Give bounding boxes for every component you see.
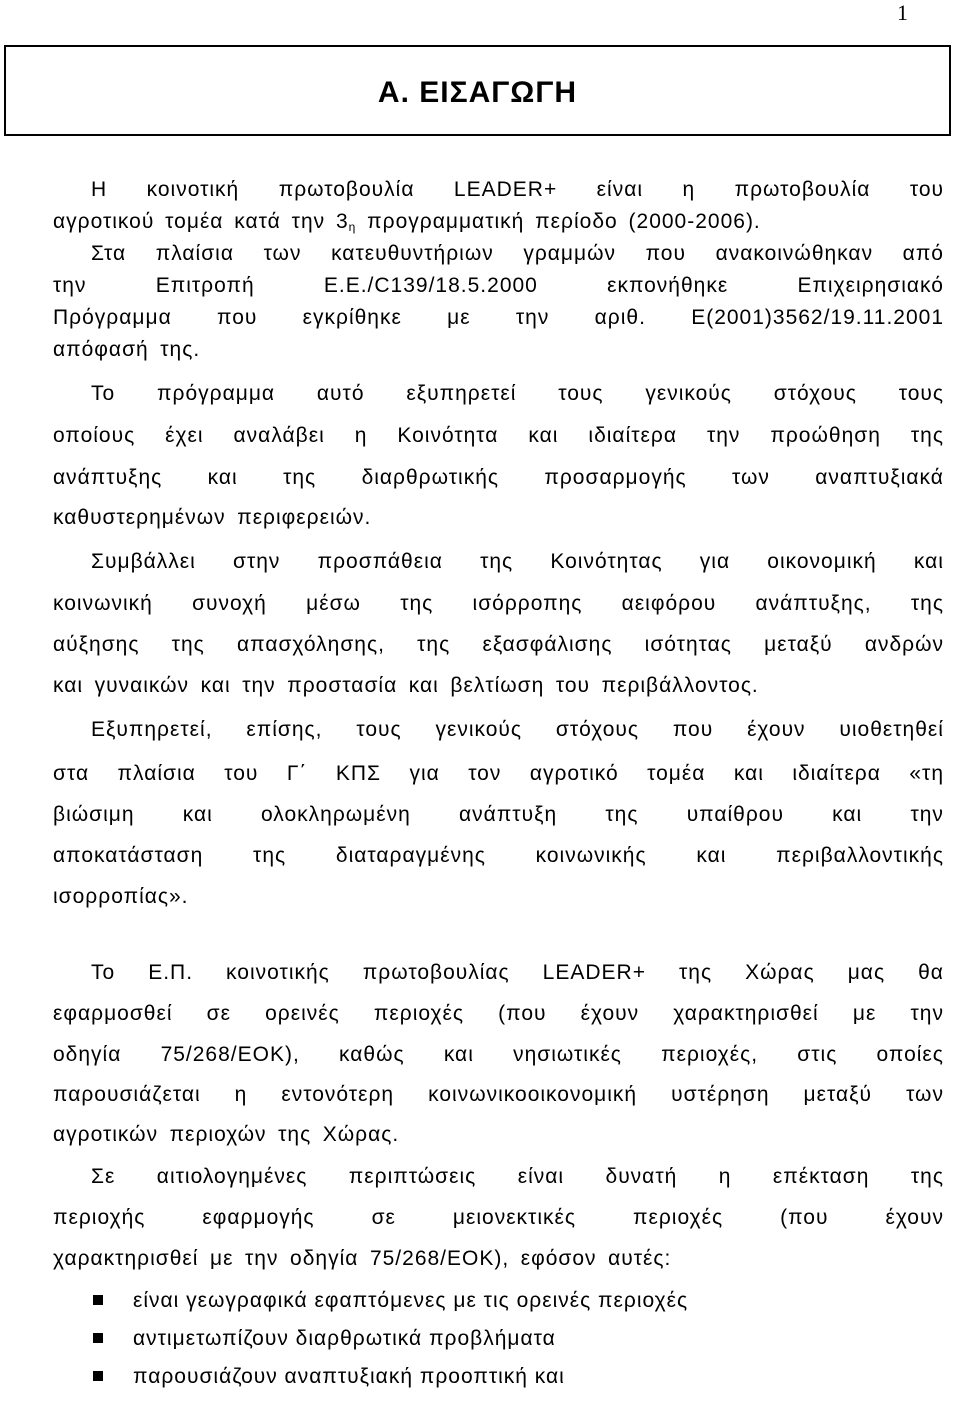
word: του [224,762,259,785]
word: απόφασή [53,338,149,361]
word: εξυπηρετεί [406,382,517,405]
square-bullet-icon [93,1295,103,1305]
word: και [207,466,238,489]
word: και [733,762,764,785]
superscript: η [348,220,357,234]
word: αιτιολογημένες [156,1165,308,1188]
word: τομέα [647,762,706,785]
text-line [53,170,944,202]
word: που [672,718,714,741]
word: 75/268/ΕΟΚ), [160,1043,300,1066]
list-item-text: αντιμετωπίζουν διαρθρωτικά προβλήματα [133,1327,556,1350]
word: στις [797,1043,838,1066]
word: για [409,762,440,785]
word: γυναικών [94,674,190,697]
word: Ε.Ε./C139/18.5.2000 [323,274,538,297]
text-line [53,1026,944,1067]
word: «τη [909,762,944,785]
word: στόχους [773,382,857,405]
word: υιοθετηθεί [839,718,944,741]
word: κοινοτική [146,178,240,201]
word: (που [498,1002,547,1025]
word: ανάπτυξης [53,466,163,489]
word: οποίους [53,424,136,447]
word: περιβάλλοντος. [601,674,759,697]
word: της [910,1165,944,1188]
word: της [400,592,434,615]
word: του [909,178,944,201]
word: 75/268/ΕΟΚ), [369,1247,510,1270]
word: για [699,550,731,573]
word: περιοχές, [661,1043,759,1066]
word: ισότητας [644,633,732,656]
word: υστέρηση [671,1083,770,1106]
word: μειονεκτικές [452,1206,577,1229]
word: αγροτικών [53,1123,159,1146]
word: μας [847,961,886,984]
word: που [645,242,686,265]
word: από [902,242,944,265]
word: του [555,674,591,697]
word: και [182,803,213,826]
word: την [245,1247,279,1270]
word: οδηγία [53,1043,122,1066]
text-line [53,530,944,574]
square-bullet-icon [93,1371,103,1381]
word: και [528,424,559,447]
word: Χώρας. [322,1123,400,1146]
word: LEADER+ [453,178,558,201]
word: κοινοτικής [226,961,330,984]
word: την [242,674,276,697]
word: και [696,844,727,867]
word: κατευθυντήριων [331,242,494,265]
text-line [53,945,944,985]
word: περιπτώσεις [348,1165,477,1188]
word: της [278,1123,312,1146]
word: της [480,550,514,573]
word: περιοχής [53,1206,146,1229]
text-line [53,362,944,406]
text-line [53,742,944,786]
word: Η [91,178,108,201]
word: τους [898,382,944,405]
word: νησιωτικές [513,1043,622,1066]
word: πρόγραμμα [157,382,276,405]
word: γενικούς [645,382,732,405]
word: πρωτοβουλίας [362,961,510,984]
word: Σε [91,1165,116,1188]
word: αυτό [316,382,365,405]
word: σε [206,1002,231,1025]
word: Συμβάλλει [91,550,196,573]
word: η [682,178,696,201]
text-line [53,406,944,448]
word: είναι [596,178,644,201]
word: της. [160,338,201,361]
word: παρουσιάζεται [53,1083,201,1106]
text-line [53,868,944,909]
word: ισορροπίας». [53,885,189,908]
word: σε [371,1206,396,1229]
word: απασχόλησης, [236,633,385,656]
word: πρωτοβουλία [278,178,415,201]
word: προστασία [287,674,398,697]
word: της [171,633,205,656]
text-line [53,234,944,266]
word: που [217,306,258,329]
text-line [53,266,944,298]
word: οδηγία [290,1247,359,1270]
text-line [53,1189,944,1230]
word: μέσω [306,592,361,615]
word: καθυστερημένων [53,506,226,529]
word: (που [780,1206,829,1229]
word: διαταραγμένης [335,844,486,867]
text-line [53,985,944,1026]
word: των [263,242,302,265]
word: εξασφάλισης [482,633,613,656]
word: ανάπτυξης, [755,592,872,615]
text-line [53,786,944,827]
list-item-text: είναι γεωγραφικά εφαπτόμενες με τις ορεινές περιοχές [133,1289,689,1312]
word: LEADER+ [542,961,646,984]
word: τους [558,382,604,405]
word: προσπάθεια [317,550,443,573]
word: Το [91,382,116,405]
word: Κοινότητα [397,424,499,447]
word: την [53,274,87,297]
word: εγκρίθηκε [302,306,402,329]
word: εκπονήθηκε [607,274,729,297]
word: Επιχειρησιακό [797,274,944,297]
word: ισόρροπης [472,592,583,615]
word: Εξυπηρετεί, [91,718,213,741]
word: κοινωνικοοικονομική [428,1083,638,1106]
word: είναι [517,1165,565,1188]
word: ΚΠΣ [335,762,381,785]
word: της [910,592,944,615]
word: τους [356,718,402,741]
text-line [53,827,944,868]
word: και [443,1043,474,1066]
word: εφόσον [520,1247,597,1270]
word: αύξησης [53,633,140,656]
word: βελτίωση [450,674,545,697]
word: μεταξύ [803,1083,873,1106]
word: Κοινότητας [550,550,663,573]
word: χαρακτηρισθεί [53,1247,199,1270]
word: Χώρας [745,961,815,984]
word: θα [918,961,944,984]
word: έχουν [747,718,806,741]
word: αγροτικό [529,762,619,785]
word: μεταξύ [764,633,833,656]
word: ολοκληρωμένη [261,803,411,826]
word: έχει [165,424,204,447]
word: της [910,424,944,447]
word: Πρόγραμμα [53,306,172,329]
word: συνοχή [192,592,267,615]
square-bullet-icon [93,1333,103,1343]
word: γραμμών [523,242,617,265]
word: αυτές: [608,1247,672,1270]
word: περιοχών [169,1123,267,1146]
word: και [200,674,231,697]
text-line [53,657,944,698]
list-item-text: παρουσιάζουν αναπτυξιακή προοπτική και [133,1365,565,1388]
word: η [234,1083,248,1106]
document-body [53,170,944,1389]
word: προσαρμογής [544,466,687,489]
word: βιώσιμη [53,803,135,826]
word: και [408,674,439,697]
word: την [910,1002,944,1025]
word: περιοχές [373,1002,464,1025]
word: κοινωνική [53,592,153,615]
bullet-list [53,1275,944,1389]
word: της [678,961,713,984]
word: Το [91,961,116,984]
word: πλαίσια [117,762,196,785]
paragraph-1 [53,170,944,909]
word: δυνατή [605,1165,678,1188]
word: έχουν [580,1002,640,1025]
word: αειφόρου [621,592,717,615]
page-number: 1 [897,0,908,25]
word: της [417,633,451,656]
text-line [53,1147,944,1189]
word: των [732,466,770,489]
word: την [706,424,741,447]
word: η [354,424,368,447]
word: ανδρών [864,633,944,656]
word: με [447,306,471,329]
word: Στα [91,242,127,265]
word: αναλάβει [233,424,325,447]
word: χαρακτηρισθεί [673,1002,819,1025]
word: ανάπτυξη [459,803,558,826]
word: την [910,803,944,826]
word: και [53,674,84,697]
word: εφαρμογής [202,1206,315,1229]
word: περιοχές [633,1206,724,1229]
word: των [906,1083,944,1106]
text-line [53,490,944,530]
word: τον [468,762,502,785]
word: με [210,1247,234,1270]
word: της [253,844,287,867]
word: στα [53,762,90,785]
text-line [53,448,944,490]
word: της [605,803,639,826]
word: ιδιαίτερα [588,424,677,447]
word: προώθηση [770,424,881,447]
word: κοινωνικής [535,844,647,867]
word: διαρθρωτικής [361,466,499,489]
word: εφαρμοσθεί [53,1002,173,1025]
word: με [852,1002,877,1025]
word: την [515,306,550,329]
word: έχουν [885,1206,944,1229]
word: Ε.Π. [148,961,194,984]
word: Γ΄ [286,762,308,785]
word: Επιτροπή [155,274,255,297]
text-line [53,330,944,362]
text-line [53,298,944,330]
word: επέκταση [772,1165,870,1188]
word: καθώς [339,1043,405,1066]
word: αριθ. [594,306,646,329]
word: υπαίθρου [686,803,784,826]
word: στην [233,550,281,573]
word: και [832,803,863,826]
word: εντονότερη [281,1083,395,1106]
paragraph-2 [53,945,944,1271]
word: η [718,1165,732,1188]
word: αναπτυξιακά [815,466,944,489]
word: Ε(2001)3562/19.11.2001 [691,306,944,329]
word: και [913,550,944,573]
word: γενικούς [435,718,523,741]
word: επίσης, [246,718,323,741]
word: της [283,466,317,489]
list-item [53,1313,944,1351]
text-fragment: προγραμματική περίοδο (2000-2006). [356,210,761,233]
word: πρωτοβουλία [734,178,871,201]
word: ιδιαίτερα [792,762,881,785]
text-fragment: αγροτικού τομέα κατά την 3 [53,210,349,233]
word: αποκατάσταση [53,844,204,867]
word: οποίες [876,1043,944,1066]
word: στόχους [555,718,640,741]
word: ανακοινώθηκαν [715,242,874,265]
text-line [53,698,944,742]
text-line [53,1230,944,1271]
word: περιβαλλοντικής [776,844,944,867]
list-item [53,1351,944,1389]
word: πλαίσια [155,242,234,265]
text-line [53,616,944,657]
list-item [53,1275,944,1313]
section-heading: Α. ΕΙΣΑΓΩΓΗ [4,45,951,136]
word: οικονομική [767,550,877,573]
word: ορεινές [265,1002,340,1025]
text-line [53,1067,944,1107]
text-line [53,1107,944,1147]
text-line [53,202,944,234]
word: περιφερειών. [237,506,372,529]
text-line [53,574,944,616]
